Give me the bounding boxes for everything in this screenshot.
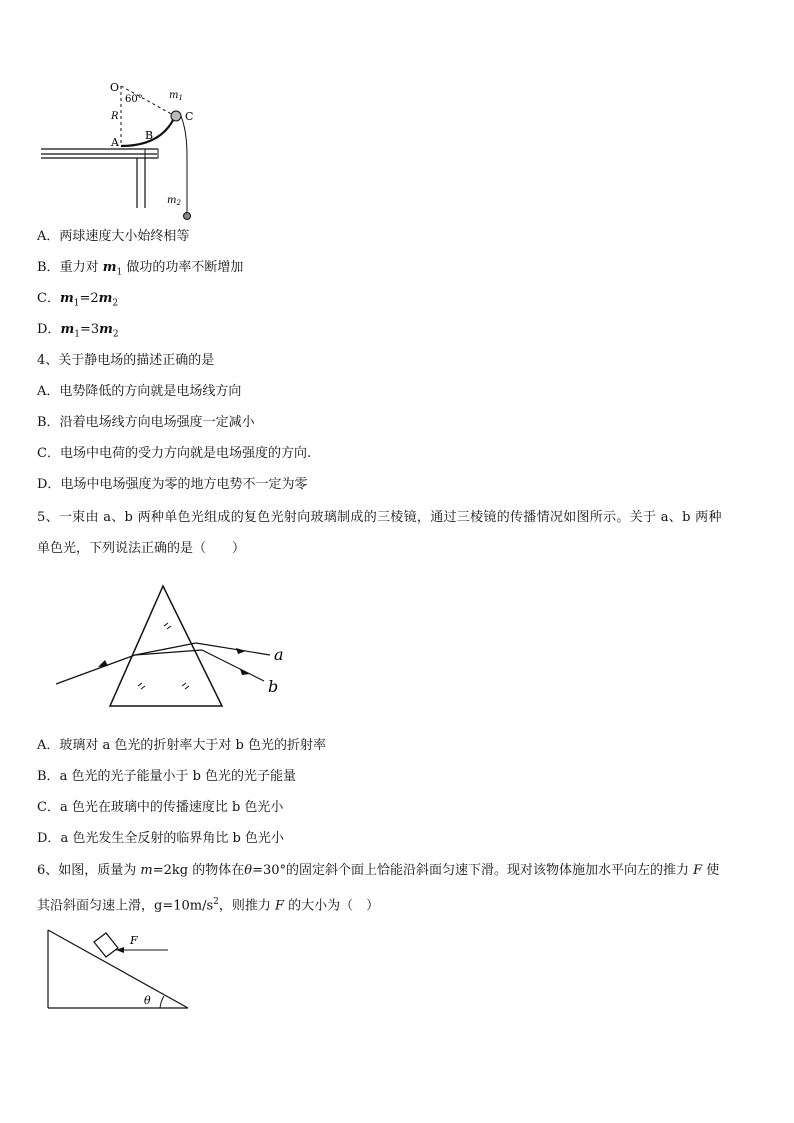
q5-stem-line2: 单色光，下列说法正确的是（ ）	[37, 541, 246, 556]
label-m2: $m_2$	[167, 195, 181, 207]
q5-option-d: D．a 色光发生全反射的临界角比 b 色光小	[37, 831, 284, 846]
label-b: b	[268, 677, 279, 696]
q5-stem-line1: 5、一束由 a、b 两种单色光组成的复色光射向玻璃制成的三棱镜，通过三棱镜的传播情况如图所示。关于 a、b 两种	[37, 510, 722, 525]
q3-option-a: A．两球速度大小始终相等	[37, 229, 190, 244]
q5-option-b: B．a 色光的光子能量小于 b 色光的光子能量	[37, 769, 297, 784]
q3-option-b: B．重力对 $m_1$ 做功的功率不断增加	[37, 260, 244, 278]
figure-incline	[40, 926, 200, 1016]
label-theta: θ	[144, 994, 151, 1007]
q5-option-c: C．a 色光在玻璃中的传播速度比 b 色光小	[37, 800, 284, 815]
label-angle: 60°	[125, 94, 143, 105]
figure-track-pulley	[37, 76, 207, 221]
q4-stem: 4、关于静电场的描述正确的是	[37, 353, 215, 368]
q3-option-c: C．$m_1=2m_2$	[37, 291, 119, 309]
label-R: R	[111, 111, 119, 122]
q4-option-c: C．电场中电荷的受力方向就是电场强度的方向.	[37, 446, 312, 461]
label-O: O	[110, 81, 120, 94]
label-m1: $m_1$	[169, 90, 183, 102]
q4-option-b: B．沿着电场线方向电场强度一定减小	[37, 415, 255, 430]
figure-prism	[50, 578, 300, 718]
label-F: F	[130, 934, 138, 947]
label-B: B	[145, 129, 154, 142]
q4-option-a: A．电势降低的方向就是电场线方向	[37, 384, 242, 399]
label-a: a	[274, 645, 284, 664]
q5-option-a: A．玻璃对 a 色光的折射率大于对 b 色光的折射率	[37, 738, 326, 753]
q6-stem-line2: 其沿斜面匀速上滑，$g=10m/s^2$，则推力 F 的大小为（ ）	[37, 897, 380, 914]
label-A: A	[111, 136, 119, 149]
q3-option-d: D．$m_1=3m_2$	[37, 322, 119, 340]
q6-stem-line1: 6、如图，质量为 m=2kg 的物体在θ=30°的固定斜个面上恰能沿斜面匀速下滑。现对该物体施加水平向左的推力 F 使	[37, 863, 720, 878]
q4-option-d: D．电场中电场强度为零的地方电势不一定为零	[37, 477, 308, 492]
label-C: C	[185, 110, 194, 123]
